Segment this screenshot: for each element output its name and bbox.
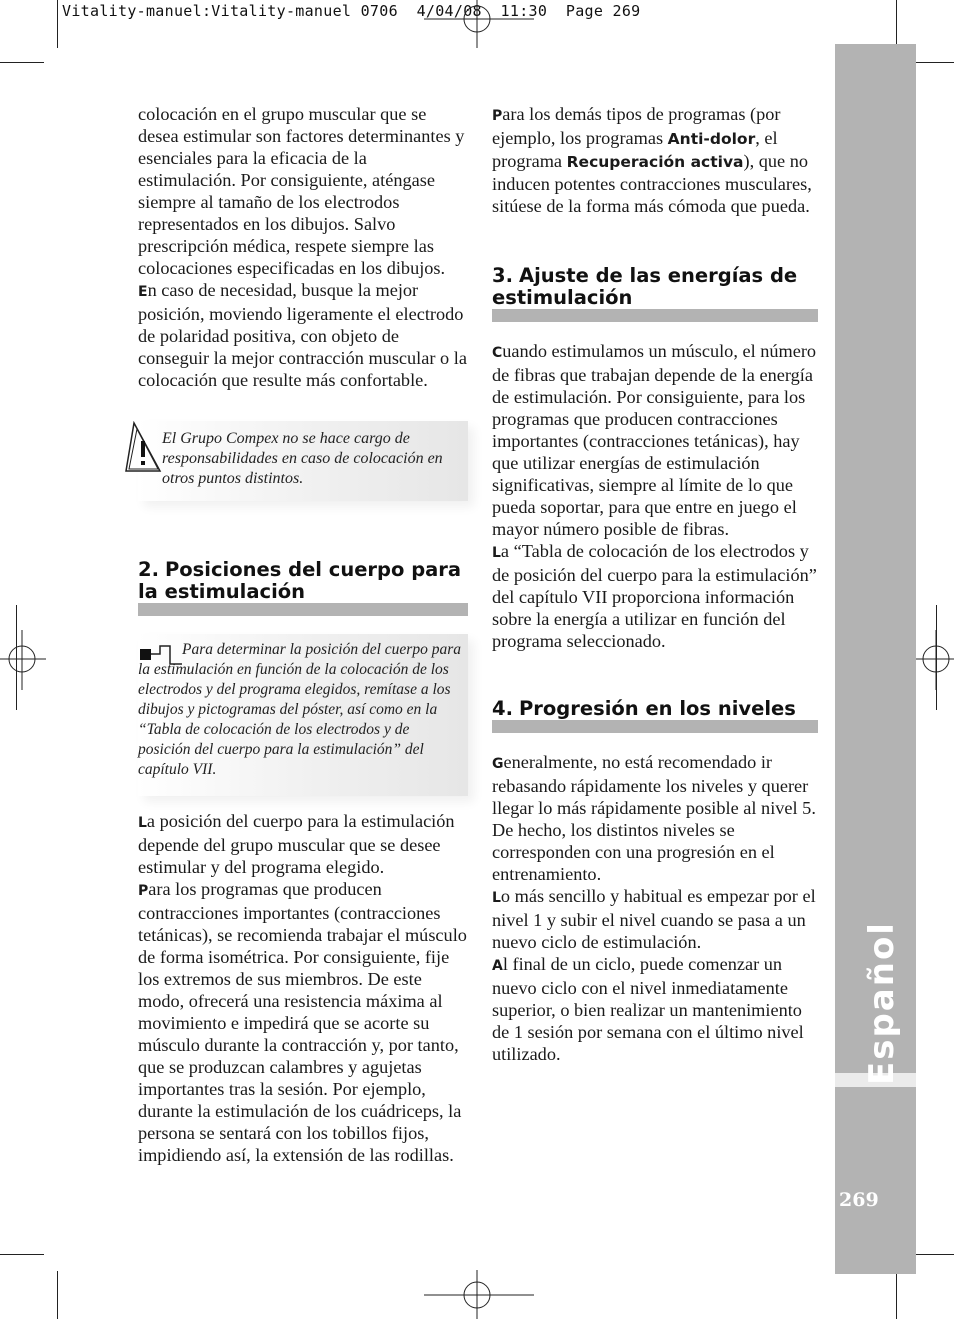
paragraph [492, 540, 818, 652]
drop-cap: L [492, 545, 501, 561]
paragraph-text: ara los demás tipos de programas (por ejemplo, los programas [492, 104, 781, 148]
paragraph-text: ara los programas que producen contracciones importantes (contracciones tetánicas), se recomienda trabajar el músculo de forma isométrica. Por consiguiente, fije los extremos de sus miembros. De este modo, ofrecerá una resistencia máxima al movimiento e impedirá que se acorte su músculo durante la contracción y, por tanto, que se produzcan calambres y agujetas importantes tras la sesión. Por ejemplo, durante la estimulación de los cuádriceps, la persona se sentará con los tobillos fijos, impidiendo así, la extensión de las rodillas. [138, 879, 467, 1165]
program-name: Recuperación activa [566, 153, 744, 171]
section-title: Progresión en los niveles [518, 697, 796, 720]
language-sidebar [835, 44, 916, 1274]
section-heading-3 [492, 265, 818, 322]
drop-cap: L [138, 815, 147, 831]
pulse-pictogram-icon [138, 644, 182, 666]
section-title: Ajuste de las energías de estimulación [492, 264, 798, 309]
language-label: Español [862, 921, 902, 1085]
paragraph [492, 103, 818, 217]
registration-mark-icon [424, 0, 534, 48]
paragraph-text: a posición del cuerpo para la estimulación depende del grupo muscular que se desee estimular y del programa elegido. [138, 811, 455, 877]
drop-cap: A [492, 958, 503, 974]
print-header: Vitality-manuel:Vitality-manuel 0706 4/04/08 11:30 Page 269 [62, 2, 641, 20]
paragraph-text: l final de un ciclo, puede comenzar un nuevo ciclo con el nivel inmediatamente superior, o bien realizar un mantenimiento de 1 sesión por semana con el último nivel utilizado. [492, 954, 804, 1064]
section-number: 4. [492, 697, 513, 720]
paragraph: colocación en el grupo muscular que se desea estimular son factores determinantes y esenciales para la eficacia de la estimulación. Por consiguiente, aténgase siempre al tamaño de los electrodos representados en los dibujos. Salvo prescripción médica, respete siempre las colocaciones especificadas en los dibujos. [138, 104, 465, 278]
info-note [138, 634, 468, 796]
left-column [138, 103, 468, 1166]
drop-cap: L [492, 890, 501, 906]
paragraph [138, 279, 468, 391]
paragraph-text: a “Tabla de colocación de los electrodos y de posición del cuerpo para la estimulación” del capítulo VII proporciona información sobre la energía a utilizar en función del programa seleccionado. [492, 541, 817, 651]
paragraph [138, 810, 468, 878]
section-title: Posiciones del cuerpo para la estimulación [138, 558, 462, 603]
paragraph [492, 885, 818, 953]
program-name: Anti-dolor [667, 130, 756, 148]
section-heading-2 [138, 559, 468, 616]
paragraph [492, 340, 818, 540]
drop-cap: P [138, 883, 149, 899]
warning-note-text: El Grupo Compex no se hace cargo de responsabilidades en caso de colocación en otros puntos distintos. [162, 430, 443, 487]
paragraph-text: ), que no inducen potentes contracciones musculares, sitúese de la forma más cómoda que pueda. [492, 151, 812, 216]
drop-cap: C [492, 345, 503, 361]
drop-cap: E [138, 284, 148, 300]
drop-cap: G [492, 756, 504, 772]
paragraph-text: uando estimulamos un músculo, el número de fibras que trabajan depende de la energía de estimulación. Por consiguiente, para los programas que producen contracciones importantes (contracciones tetánicas), hay que utilizar energías de estimulación significativas, siempre al límite de lo que pueda soportar, para que entre en juego el mayor número posible de fibras. [492, 341, 817, 539]
page-number: 269 [839, 1189, 879, 1211]
paragraph-text: , el programa [492, 128, 778, 171]
info-note-text: Para determinar la posición del cuerpo para la estimulación en función de la colocación de los electrodos y del programa elegidos, remítase a los dibujos y pictogramas del póster, así como en la “Tabla de colocación de los electrodos y de posición del cuerpo para la estimulación” del capítulo VII. [138, 641, 461, 778]
paragraph-text: o más sencillo y habitual es empezar por el nivel 1 y subir el nivel cuando se pasa a un nuevo ciclo de estimulación. [492, 886, 816, 952]
registration-mark-icon [424, 1270, 534, 1319]
paragraph-text: n caso de necesidad, busque la mejor posición, moviendo ligeramente el electrodo de polaridad positiva, con objeto de conseguir la mejor contracción muscular o la colocación que resulte más confortable. [138, 280, 467, 390]
section-number: 2. [138, 558, 159, 581]
section-heading-4 [492, 698, 818, 733]
paragraph [492, 751, 818, 885]
paragraph-text: eneralmente, no está recomendado ir rebasando rápidamente los niveles y querer llegar lo más rápidamente posible al nivel 5. De hecho, los distintos niveles se corresponden con una progresión en el entrenamiento. [492, 752, 816, 884]
warning-note [138, 421, 468, 501]
registration-mark-icon [0, 630, 46, 690]
section-number: 3. [492, 264, 513, 287]
paragraph [138, 878, 468, 1166]
drop-cap: P [492, 108, 503, 124]
right-column [492, 103, 818, 1065]
paragraph [492, 953, 818, 1065]
